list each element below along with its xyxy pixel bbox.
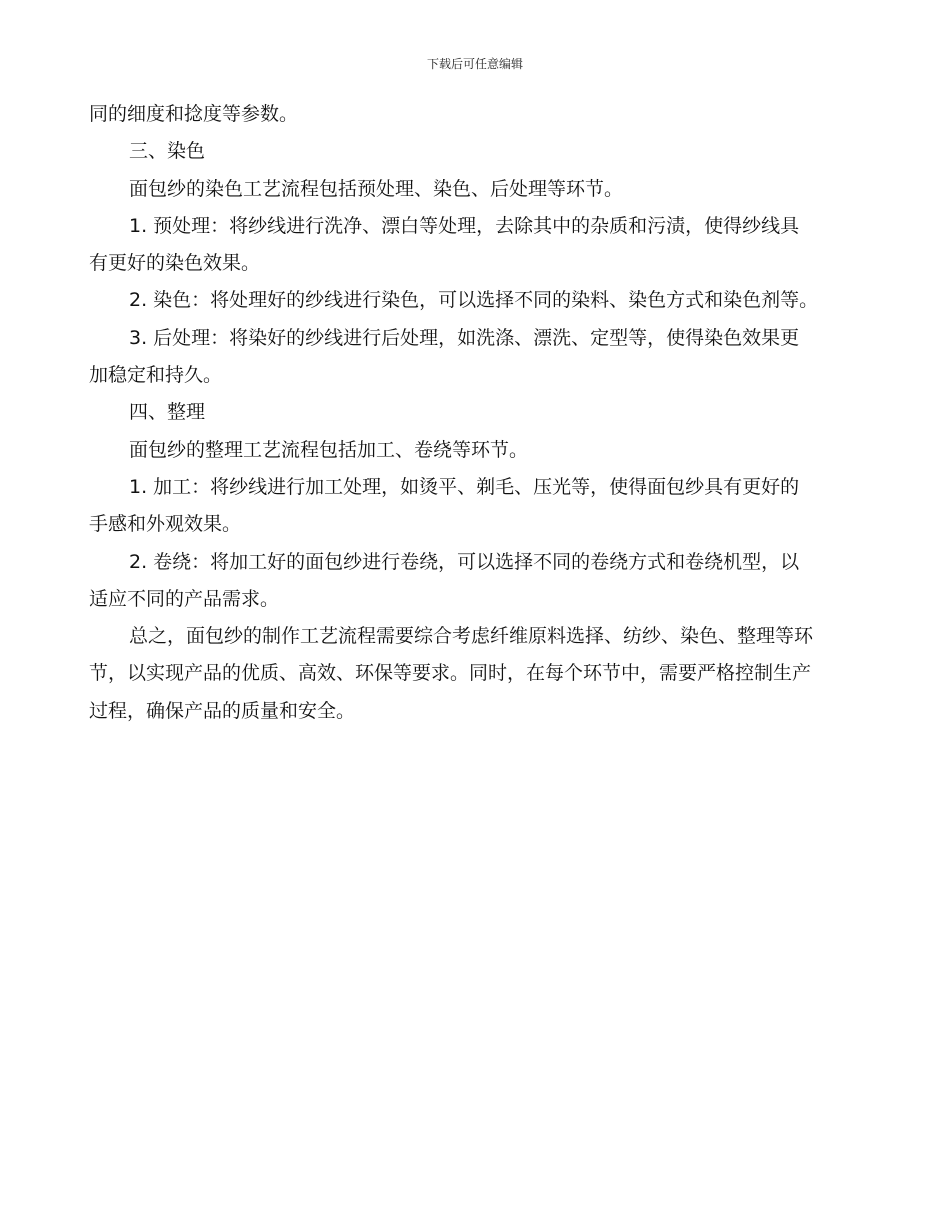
text-line: 面包纱的整理工艺流程包括加工、卷绕等环节。	[129, 438, 529, 461]
list-item-winding: 2. 卷绕：将加工好的面包纱进行卷绕，可以选择不同的卷绕方式和卷绕机型，以	[129, 550, 800, 573]
text-line: 适应不同的产品需求。	[89, 587, 280, 610]
text-line: 节，以实现产品的优质、高效、环保等要求。同时，在每个环节中，需要严格控制生产	[89, 662, 812, 685]
section-heading-dyeing: 三、染色	[129, 140, 206, 163]
text-line: 手感和外观效果。	[89, 513, 242, 536]
text-line: 面包纱的染色工艺流程包括预处理、染色、后处理等环节。	[129, 177, 624, 200]
list-item-dyeing: 2. 染色：将处理好的纱线进行染色，可以选择不同的染料、染色方式和染色剂等。	[129, 289, 819, 312]
document-body	[89, 96, 861, 730]
summary-paragraph: 总之，面包纱的制作工艺流程需要综合考虑纤维原料选择、纺纱、染色、整理等环	[129, 625, 814, 648]
list-item-pretreatment: 1. 预处理：将纱线进行洗净、漂白等处理，去除其中的杂质和污渍，使得纱线具	[129, 214, 800, 237]
text-line: 有更好的染色效果。	[89, 252, 261, 275]
section-heading-finishing: 四、整理	[129, 401, 206, 424]
list-item-processing: 1. 加工：将纱线进行加工处理，如烫平、剃毛、压光等，使得面包纱具有更好的	[129, 475, 800, 498]
page-header: 下载后可任意编辑	[426, 57, 523, 71]
list-item-posttreatment: 3. 后处理：将染好的纱线进行后处理，如洗涤、漂洗、定型等，使得染色效果更	[129, 326, 800, 349]
text-line: 同的细度和捻度等参数。	[89, 103, 299, 125]
text-line: 加稳定和持久。	[89, 364, 223, 387]
text-line: 过程，确保产品的质量和安全。	[89, 699, 356, 722]
